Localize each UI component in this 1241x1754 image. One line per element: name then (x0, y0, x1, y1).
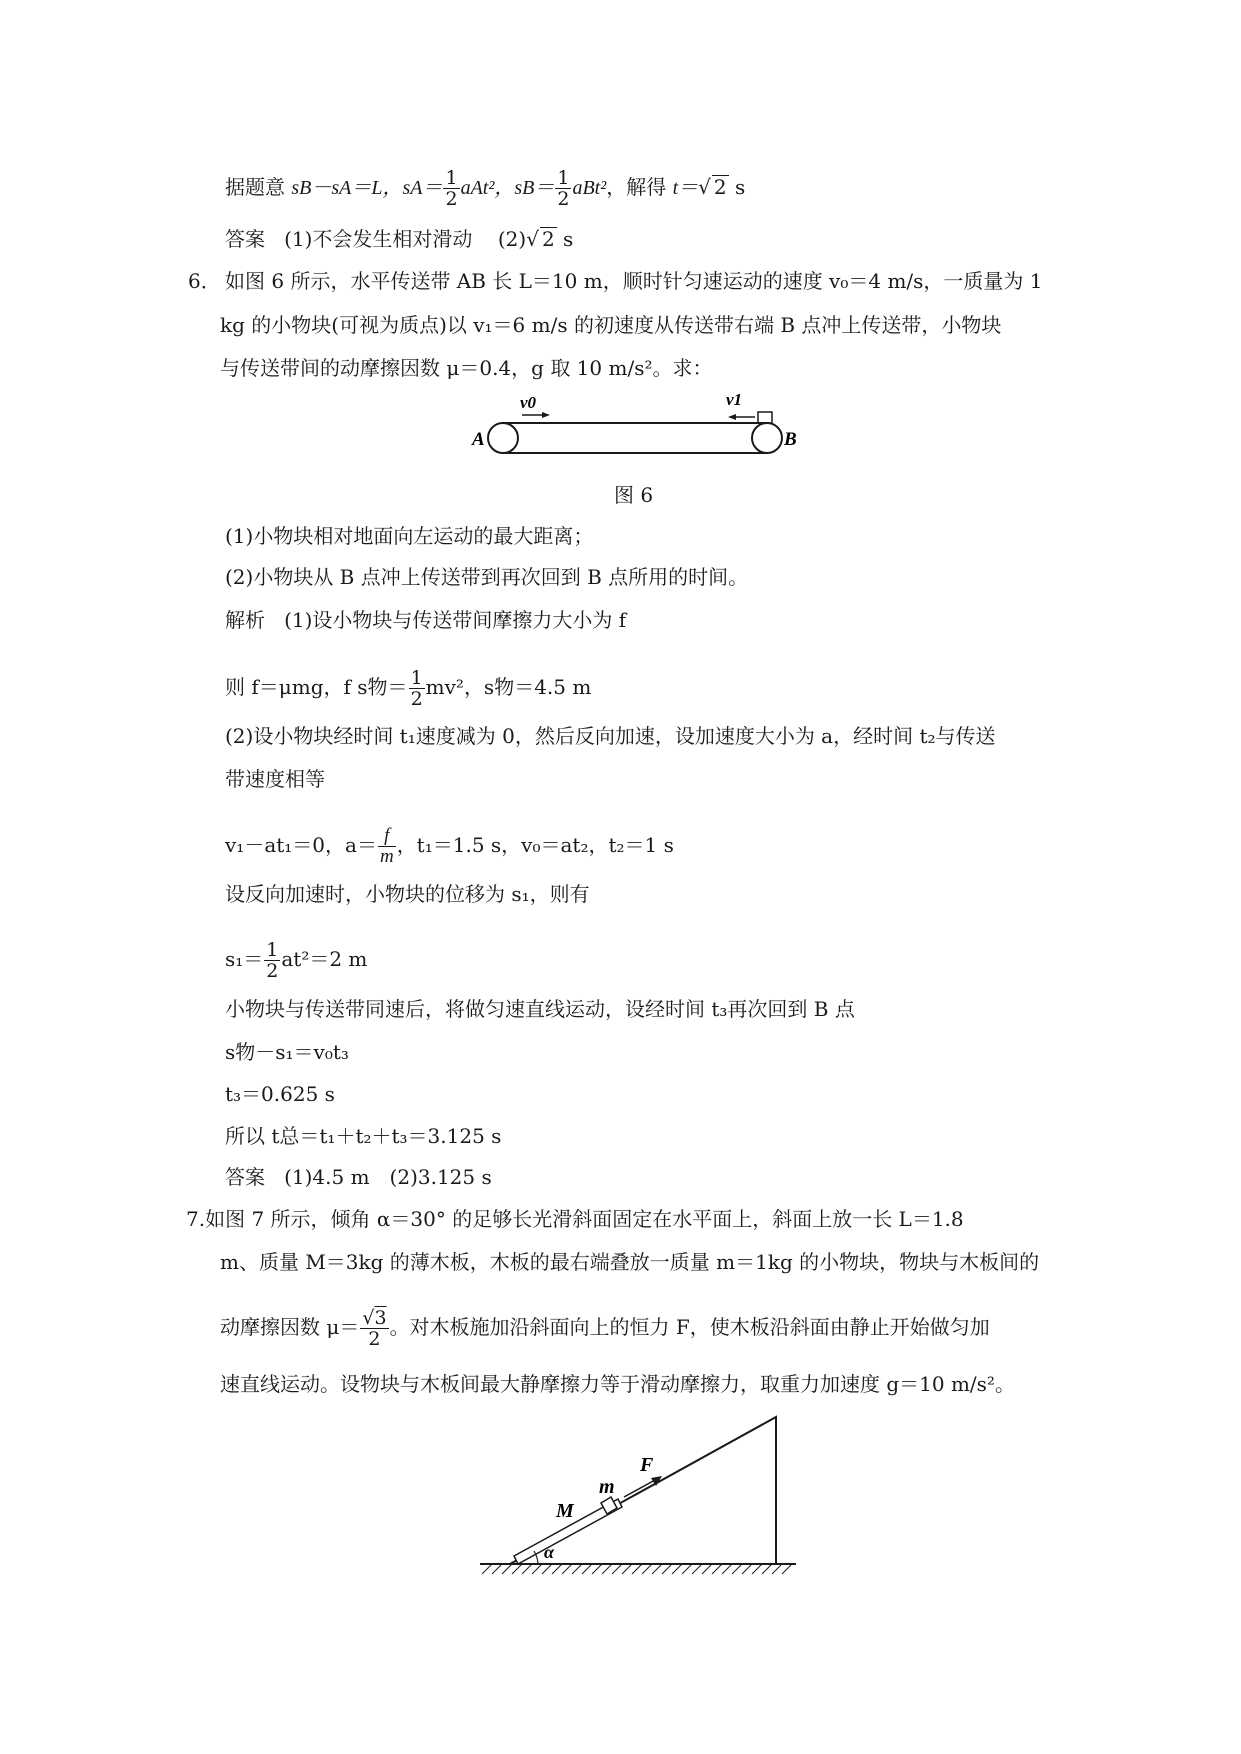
text: ，t₁＝1.5 s，v₀＝at₂，t₂＝1 s (396, 833, 674, 857)
figure-7-incline (470, 1405, 810, 1585)
label-alpha: α (544, 1542, 554, 1562)
math: aAt²，sB＝ (460, 177, 555, 199)
pulley-b (752, 423, 782, 453)
den: 2 (410, 688, 423, 710)
den: 2 (557, 188, 570, 210)
den: 2 (266, 960, 279, 982)
sqrt-sign (698, 175, 711, 199)
solution-line-3: (2)设小物块经时间 t₁速度减为 0，然后反向加速，设加速度大小为 a，经时间 t₂与传送 (225, 724, 996, 748)
fraction-f-over-m (378, 826, 396, 867)
question-7-line-1: 7.如图 7 所示，倾角 α＝30° 的足够长光滑斜面固定在水平面上，斜面上放一长 L＝1.8 (186, 1207, 964, 1231)
question-7-line-4: 速直线运动。设物块与木板间最大静摩擦力等于滑动摩擦力，取重力加速度 g＝10 m/s²。 (220, 1372, 1015, 1396)
solution-line-5 (225, 826, 674, 867)
text: 。对木板施加沿斜面向上的恒力 F，使木板沿斜面由静止开始做匀加 (389, 1315, 990, 1339)
sqrt-sign (526, 227, 539, 251)
text: v₁－at₁＝0，a＝ (225, 833, 377, 857)
question-6-line-2: kg 的小物块(可视为质点)以 v₁＝6 m/s 的初速度从传送带右端 B 点冲上传送带，小物块 (220, 313, 1002, 337)
text: ，解得 (606, 175, 667, 199)
v0-arrowhead (542, 412, 550, 418)
question-6-line-1: 如图 6 所示，水平传送带 AB 长 L＝10 m，顺时针匀速运动的速度 v₀＝4 m/s，一质量为 1 (225, 269, 1043, 293)
num: 1 (410, 667, 423, 689)
math: aBt² (572, 177, 607, 199)
den: 2 (368, 1328, 381, 1350)
text: mv²，s物＝4.5 m (425, 675, 592, 699)
unit: s (735, 175, 746, 199)
fraction-half (264, 940, 280, 981)
unit: s (563, 227, 574, 251)
math: t＝ (672, 177, 699, 199)
v1-arrowhead (728, 414, 736, 420)
eq-line-1 (225, 168, 745, 209)
answer-6 (225, 1163, 492, 1191)
num (360, 1308, 388, 1329)
sqrt-2: 2 (713, 175, 727, 199)
sqrt-3: 3 (374, 1307, 387, 1329)
text: s₁＝ (225, 947, 264, 971)
den: m (379, 846, 394, 867)
solution-line-11: 所以 t总＝t₁＋t₂＋t₃＝3.125 s (225, 1124, 502, 1148)
answer-label: 答案 (225, 1165, 265, 1189)
question-6-part-1: (1)小物块相对地面向左运动的最大距离； (225, 524, 594, 548)
fraction-half (409, 668, 425, 709)
solution-line-4: 带速度相等 (225, 767, 325, 791)
ground-hatching (482, 1564, 792, 1574)
solution-label: 解析 (225, 608, 265, 632)
sqrt-sign (362, 1307, 374, 1329)
fraction-half (555, 168, 571, 209)
solution-line-8: 小物块与传送带同速后，将做匀速直线运动，设经时间 t₃再次回到 B 点 (225, 997, 855, 1021)
figure-6-caption: 图 6 (614, 483, 654, 507)
solution-line-9: s物－s₁＝v₀t₃ (225, 1040, 349, 1064)
answer-part-2: (2) (497, 227, 527, 251)
den: 2 (445, 188, 458, 210)
label-m: m (599, 1476, 615, 1498)
num: 1 (266, 939, 279, 961)
label-f: F (640, 1454, 654, 1476)
label-v1: v1 (726, 390, 743, 409)
question-6-part-2: (2)小物块从 B 点冲上传送带到再次回到 B 点所用的时间。 (225, 565, 749, 589)
sqrt-2: 2 (541, 227, 555, 251)
question-6-number: 6． (188, 269, 221, 293)
answer-text: (1)4.5 m (2)3.125 s (284, 1165, 492, 1189)
solution-line-10: t₃＝0.625 s (225, 1082, 335, 1106)
solution-line-6: 设反向加速时，小物块的位移为 s₁，则有 (225, 882, 590, 906)
label-a: A (472, 429, 485, 450)
num: 1 (557, 167, 570, 189)
math: sB－sA＝L，sA＝ (291, 177, 443, 199)
solution-line-2 (225, 668, 591, 709)
answer-part-1: (1)不会发生相对滑动 (284, 227, 473, 251)
answer-label: 答案 (225, 227, 265, 251)
num: 1 (445, 167, 458, 189)
text: 则 f＝μmg，f s物＝ (225, 675, 408, 699)
label-b: B (784, 429, 797, 450)
num: f (378, 826, 396, 847)
block (758, 412, 772, 423)
text: 据题意 (225, 175, 285, 199)
force-arrow (624, 1480, 655, 1497)
answer-5 (225, 225, 573, 253)
question-7-line-3 (220, 1308, 990, 1349)
text: 动摩擦因数 μ＝ (220, 1315, 360, 1339)
text: (1)设小物块与传送带间摩擦力大小为 f (284, 608, 627, 632)
pulley-a (488, 423, 518, 453)
solution-line-7 (225, 940, 367, 981)
solution-line-1 (225, 606, 626, 634)
question-7-line-2: m、质量 M＝3kg 的薄木板，木板的最右端叠放一质量 m＝1kg 的小物块，物块与木板间的 (220, 1250, 1040, 1274)
label-v0: v0 (520, 393, 537, 412)
label-board-m: M (556, 1500, 574, 1522)
fraction-half (443, 168, 459, 209)
fraction-root3-over-2 (360, 1308, 388, 1349)
question-6-line-3: 与传送带间的动摩擦因数 μ＝0.4，g 取 10 m/s²。求： (220, 356, 713, 380)
text: at²＝2 m (281, 947, 368, 971)
figure-6-conveyor (470, 388, 810, 468)
